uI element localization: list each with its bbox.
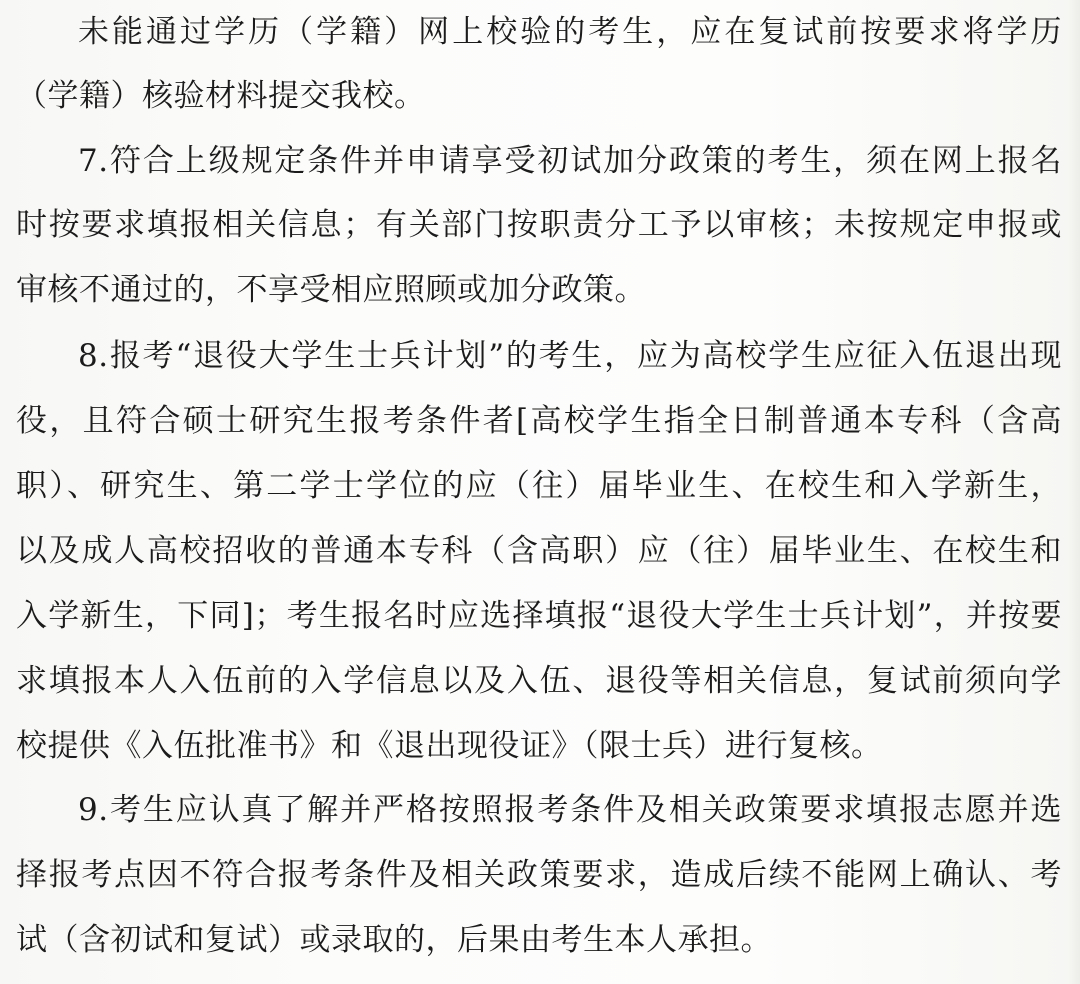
text-line: 时按要求填报相关信息；有关部门按职责分工予以审核；未按规定申报或 bbox=[16, 207, 1062, 243]
text-line: 审核不通过的，不享受相应照顾或加分政策。 bbox=[16, 272, 646, 308]
text-line: 职）、研究生、第二学士学位的应（往）届毕业生、在校生和入学新生， bbox=[16, 468, 1062, 504]
text-line: （学籍）核验材料提交我校。 bbox=[16, 78, 426, 114]
text-line: 9.考生应认真了解并严格按照报考条件及相关政策要求填报志愿并选 bbox=[78, 792, 1062, 828]
text-line: 择报考点因不符合报考条件及相关政策要求，造成后续不能网上确认、考 bbox=[16, 857, 1062, 893]
text-line: 役，且符合硕士研究生报考条件者[高校学生指全日制普通本专科（含高 bbox=[16, 403, 1062, 439]
text-line: 7.符合上级规定条件并申请享受初试加分政策的考生，须在网上报名 bbox=[78, 143, 1062, 179]
text-line: 未能通过学历（学籍）网上校验的考生，应在复试前按要求将学历 bbox=[78, 14, 1062, 50]
text-line: 8.报考“退役大学生士兵计划”的考生，应为高校学生应征入伍退出现 bbox=[78, 338, 1062, 374]
page-edge-shadow bbox=[1068, 0, 1080, 984]
text-line: 以及成人高校招收的普通本专科（含高职）应（往）届毕业生、在校生和 bbox=[16, 533, 1062, 569]
text-line: 试（含初试和复试）或录取的，后果由考生本人承担。 bbox=[16, 922, 772, 958]
text-line: 校提供《入伍批准书》和《退出现役证》（限士兵）进行复核。 bbox=[16, 728, 883, 764]
text-line: 入学新生，下同]；考生报名时应选择填报“退役大学生士兵计划”，并按要 bbox=[16, 598, 1062, 634]
text-line: 求填报本人入伍前的入学信息以及入伍、退役等相关信息，复试前须向学 bbox=[16, 663, 1062, 699]
